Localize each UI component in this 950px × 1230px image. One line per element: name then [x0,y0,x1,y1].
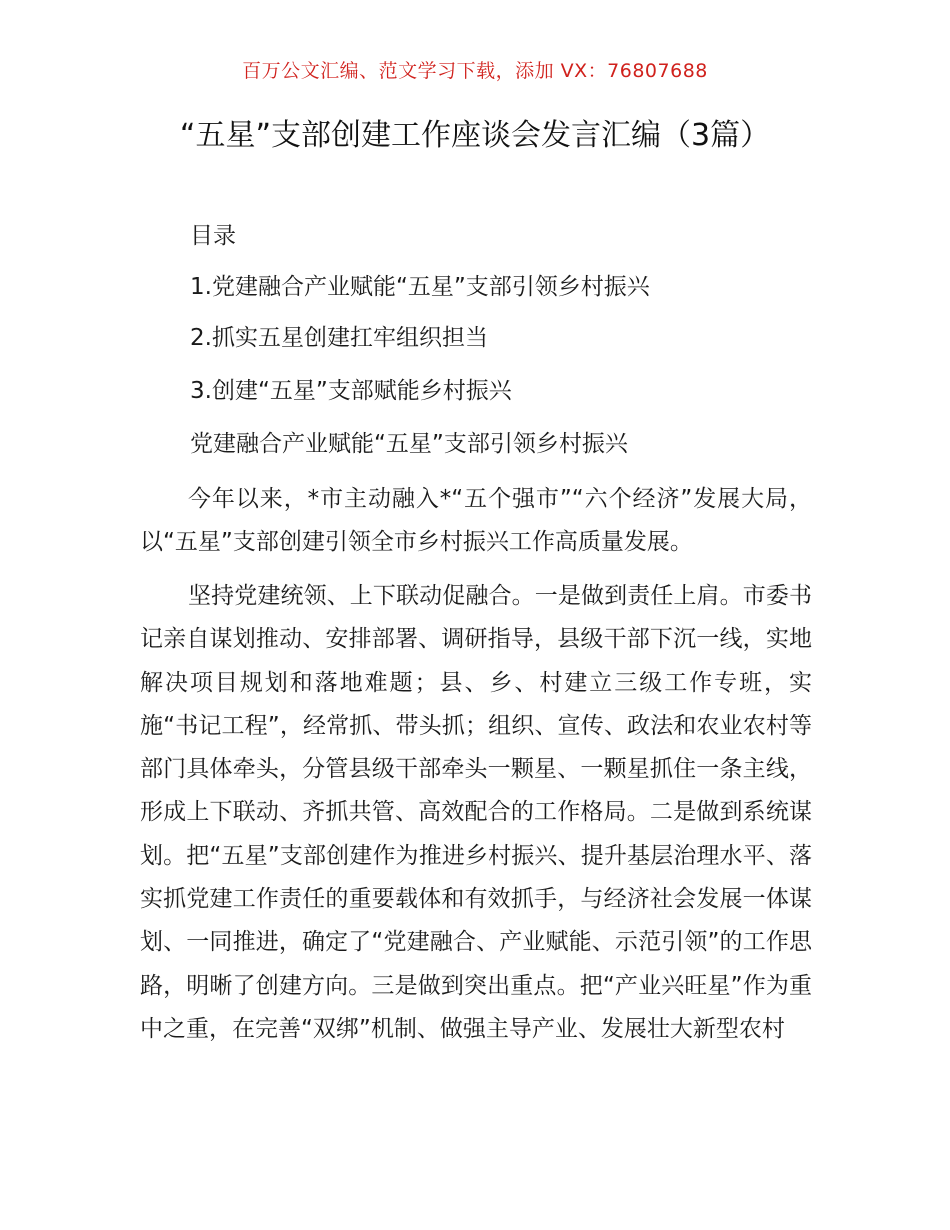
promo-banner: 百万公文汇编、范文学习下载，添加 VX：76807688 [242,60,708,82]
paragraph-2: 坚持党建统领、上下联动促融合。一是做到责任上肩。市委书记亲自谋划推动、安排部署、调研指导，县级干部下沉一线，实地解决项目规划和落地难题；县、乡、村建立三级工作专班，实施“书记工程”，经常抓、带头抓；组织、宣传、政法和农业农村等部门具体牵头，分管县级干部牵头一颗星、一颗星抓住一条主线，形成上下联动、齐抓共管、高效配合的工作格局。二是做到系统谋划。把“五星”支部创建作为推进乡村振兴、提升基层治理水平、落实抓党建工作责任的重要载体和有效抓手，与经济社会发展一体谋划、一同推进，确定了“党建融合、产业赋能、示范引领”的工作思路，明晰了创建方向。三是做到突出重点。把“产业兴旺星”作为重中之重，在完善“双绑”机制、做强主导产业、发展壮大新型农村 [140,583,812,1042]
paragraph-1: 今年以来，*市主动融入*“五个强市”“六个经济”发展大局，以“五星”支部创建引领全市乡村振兴工作高质量发展。 [140,486,812,556]
article-heading: 党建融合产业赋能“五星”支部引领乡村振兴 [190,431,628,457]
toc-item-3: 3.创建“五星”支部赋能乡村振兴 [190,378,512,404]
toc-heading: 目录 [190,223,236,249]
toc-item-1: 1.党建融合产业赋能“五星”支部引领乡村振兴 [190,274,650,300]
document-title: “五星”支部创建工作座谈会发言汇编（3篇） [179,118,771,153]
toc-item-2: 2.抓实五星创建扛牢组织担当 [190,325,488,351]
